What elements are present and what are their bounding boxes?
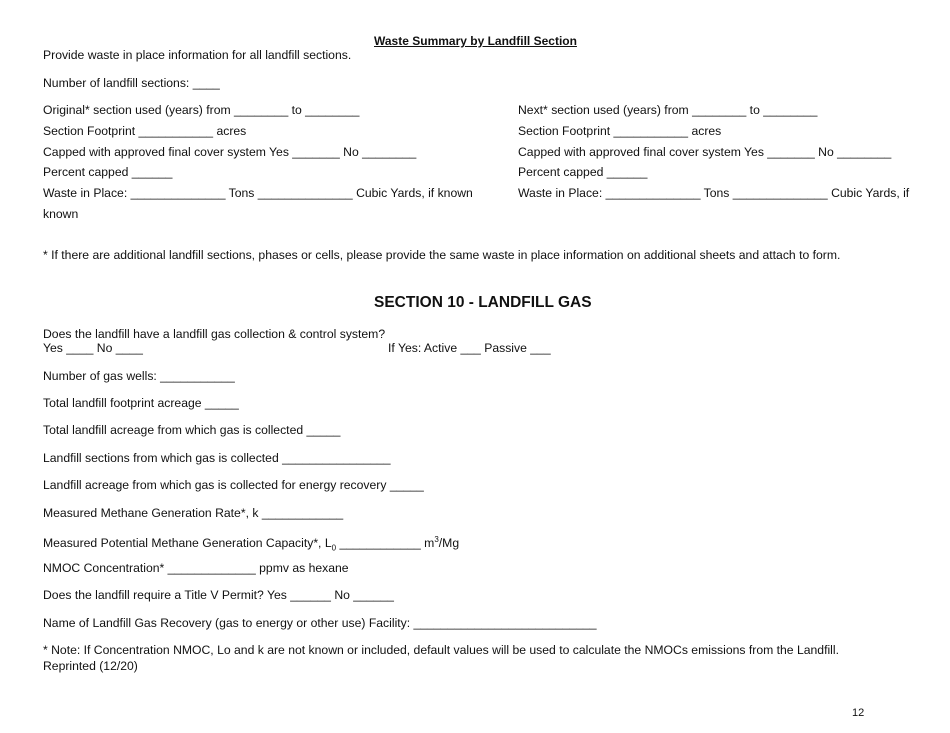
page-number: 12 [852,707,865,719]
acreage-collected-field: Total landfill acreage from which gas is collected _____ [43,423,341,437]
title-v-field: Does the landfill require a Title V Permit? Yes ______ No ______ [43,588,394,602]
waste-summary-note: * If there are additional landfill sections, phases or cells, please provide the same waste in place information on additional sheets and attach to form. [43,248,841,262]
original-capped-field: Capped with approved final cover system Yes _______ No ________ [43,145,417,159]
gcc-question: Does the landfill have a landfill gas collection & control system? [43,327,386,341]
section-10-heading: SECTION 10 - LANDFILL GAS [374,294,592,311]
waste-summary-intro: Provide waste in place information for all landfill sections. [43,48,352,62]
reprinted-date: Reprinted (12/20) [43,659,138,673]
energy-recovery-field: Landfill acreage from which gas is collected for energy recovery _____ [43,478,424,492]
landfill-gas-note: * Note: If Concentration NMOC, Lo and k are not known or included, default values will be used to calculate the NMOCs emissions from the Landfill. [43,643,839,657]
capacity-superscript: 3 [434,535,439,544]
next-years-field: Next* section used (years) from ________ to ________ [518,103,818,117]
waste-known-wrap: known [43,207,79,221]
original-years-field: Original* section used (years) from ________ to ________ [43,103,360,117]
nmoc-field: NMOC Concentration* _____________ ppmv as hexane [43,561,349,575]
gas-recovery-facility-field: Name of Landfill Gas Recovery (gas to energy or other use) Facility: ___________________________ [43,616,597,630]
original-footprint-field: Section Footprint ___________ acres [43,124,247,138]
number-of-sections-field: Number of landfill sections: ____ [43,76,220,90]
next-waste-field: Waste in Place: ______________ Tons ______________ Cubic Yards, if [518,186,910,200]
original-waste-field: Waste in Place: ______________ Tons ______________ Cubic Yards, if known [43,186,473,200]
capacity-subscript: 0 [331,543,337,553]
footprint-acreage-field: Total landfill footprint acreage _____ [43,396,239,410]
next-percent-field: Percent capped ______ [518,165,648,179]
next-footprint-field: Section Footprint ___________ acres [518,124,722,138]
gcc-yes-no-field: Yes ____ No ____ [43,341,143,355]
methane-capacity-field [43,533,459,556]
gcc-if-yes-field: If Yes: Active ___ Passive ___ [388,341,551,355]
gas-wells-field: Number of gas wells: ___________ [43,369,235,383]
waste-summary-title: Waste Summary by Landfill Section [374,34,577,48]
next-capped-field: Capped with approved final cover system Yes _______ No ________ [518,145,892,159]
methane-rate-field: Measured Methane Generation Rate*, k ____________ [43,506,344,520]
capacity-label: Measured Potential Methane Generation Capacity*, L [43,536,332,551]
sections-collected-field: Landfill sections from which gas is collected ________________ [43,451,391,465]
original-percent-field: Percent capped ______ [43,165,173,179]
capacity-blank: ____________ m [336,536,435,551]
capacity-unit: /Mg [438,536,460,551]
